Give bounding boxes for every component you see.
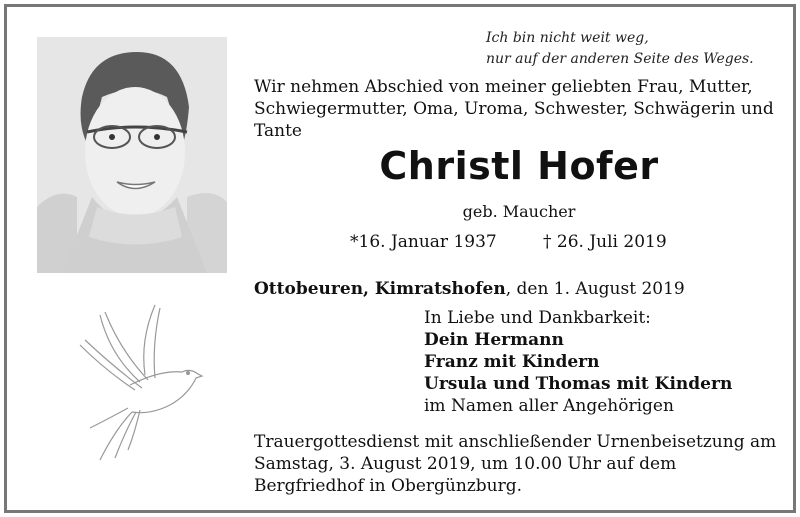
funeral-service-text: Trauergottesdienst mit anschließender Urnenbeisetzung am Samstag, 3. August 2019, um 10.00 Uhr auf dem Bergfriedhof in Obergünzburg. <box>254 432 777 496</box>
quote <box>486 28 754 70</box>
family-member: Franz mit Kindern <box>424 352 600 372</box>
family-member: Ursula und Thomas mit Kindern <box>424 374 733 394</box>
quote-line-2: nur auf der anderen Seite des Weges. <box>486 51 754 67</box>
letter-date: , den 1. August 2019 <box>505 279 685 299</box>
portrait-photo <box>37 37 227 273</box>
intro-text: Wir nehmen Abschied von meiner geliebten Frau, Mutter, Schwiegermutter, Oma, Uroma, Schwester, Schwägerin und Tante <box>254 77 774 141</box>
family-closing: im Namen aller Angehörigen <box>424 396 674 416</box>
family-list <box>424 307 732 417</box>
family-member: Dein Hermann <box>424 330 564 350</box>
family-heading: In Liebe und Dankbarkeit: <box>424 308 651 328</box>
birth-date: *16. Januar 1937 <box>350 232 497 252</box>
place-name: Ottobeuren, Kimratshofen <box>254 279 506 299</box>
quote-line-1: Ich bin nicht weit weg, <box>486 30 649 46</box>
death-date: † 26. Juli 2019 <box>543 232 667 252</box>
deceased-name: Christl Hofer <box>379 144 659 188</box>
birth-name: geb. Maucher <box>462 202 576 221</box>
dove-icon <box>70 300 215 465</box>
place-date-line <box>254 279 685 299</box>
